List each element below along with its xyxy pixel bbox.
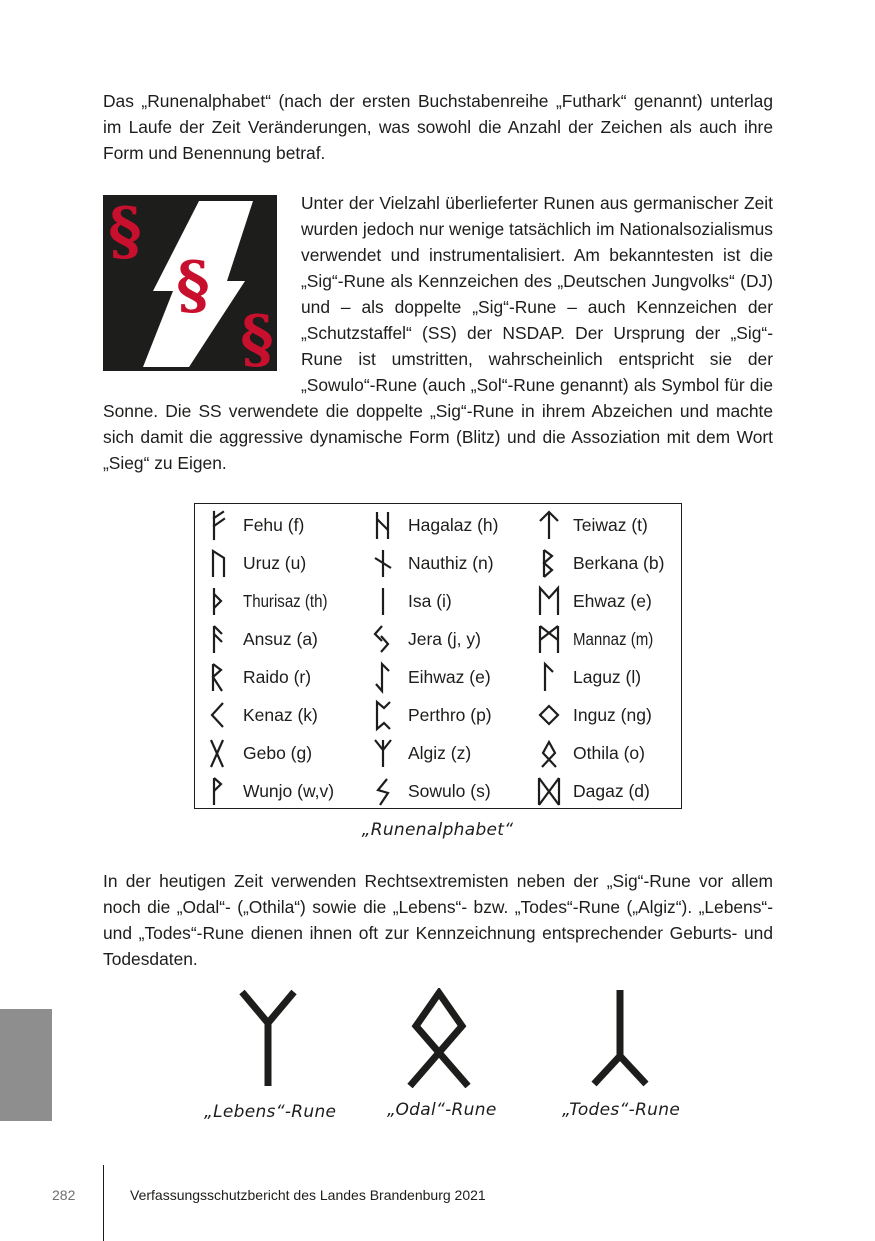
sig-rune-paragraph: [103, 190, 773, 476]
paragraph-symbol-bottom: §: [240, 302, 274, 371]
rune-entry-ehwaz: [535, 582, 652, 620]
hagalaz-rune-icon: [370, 508, 398, 542]
rune-entry-algiz: [370, 734, 471, 772]
rune-label: Kenaz (k): [243, 704, 318, 725]
ansuz-rune-icon: [205, 622, 233, 656]
rune-entry-laguz: [535, 658, 641, 696]
rune-entry-gebo: [205, 734, 312, 772]
jera-rune-icon: [370, 622, 398, 656]
report-title: Verfassungsschutzbericht des Landes Brandenburg 2021: [130, 1187, 486, 1203]
rune-entry-thurisaz: [205, 582, 341, 620]
rune-entry-teiwaz: [535, 506, 648, 544]
isa-rune-icon: [370, 584, 398, 618]
rune-label: Berkana (b): [573, 552, 665, 573]
rune-label: Mannaz (m): [573, 628, 654, 649]
rune-label: Teiwaz (t): [573, 514, 648, 535]
sowulo-rune-icon: [370, 774, 398, 808]
odal-rune-icon: [404, 988, 474, 1088]
rune-label: Hagalaz (h): [408, 514, 499, 535]
odal-rune-caption: „Odal“-Rune: [387, 1100, 497, 1120]
todes-rune-icon: [590, 988, 650, 1088]
page-number: 282: [52, 1187, 76, 1203]
rune-entry-mannaz: [535, 620, 666, 658]
rune-entry-othila: [535, 734, 645, 772]
rune-label: Wunjo (w,v): [243, 780, 335, 801]
rune-label: Gebo (g): [243, 742, 313, 763]
lebens-rune-icon: [238, 988, 298, 1088]
uruz-rune-icon: [205, 546, 233, 580]
modern-usage-paragraph: In der heutigen Zeit verwenden Rechtsextremisten neben der „Sig“-Rune vor allem noch die „Odal“- („Othila“) sowie die „Lebens“- bzw. „Todes“-Rune („Algiz“). „Lebens“- und „Todes“-Rune dienen ihnen oft zur Kennzeichnung entsprechender Geburts- und Todesdaten.: [103, 871, 773, 969]
rune-label: Dagaz (d): [573, 780, 650, 801]
rune-entry-dagaz: [535, 772, 650, 810]
rune-label: Othila (o): [573, 742, 645, 763]
rune-entry-wunjo: [205, 772, 334, 810]
wunjo-rune-icon: [205, 774, 233, 808]
rune-table-caption: „Runenalphabet“: [361, 820, 514, 840]
rune-label: Isa (i): [408, 590, 452, 611]
berkana-rune-icon: [535, 546, 563, 580]
rune-label: Raido (r): [243, 666, 312, 687]
todes-rune-caption: „Todes“-Rune: [562, 1100, 681, 1120]
inguz-rune-icon: [535, 698, 563, 732]
rune-entry-uruz: [205, 544, 306, 582]
laguz-rune-icon: [535, 660, 563, 694]
kenaz-rune-icon: [205, 698, 233, 732]
rune-entry-raido: [205, 658, 311, 696]
rune-label: Fehu (f): [243, 514, 305, 535]
algiz-rune-icon: [370, 736, 398, 770]
rune-label: Perthro (p): [408, 704, 492, 725]
rune-entry-hagalaz: [370, 506, 498, 544]
rune-label: Ansuz (a): [243, 628, 318, 649]
rune-label: Laguz (l): [573, 666, 642, 687]
rune-entry-perthro: [370, 696, 492, 734]
rune-entry-inguz: [535, 696, 652, 734]
paragraph-symbol-center: §: [176, 248, 210, 323]
paragraph-symbol-top: §: [108, 195, 142, 269]
rune-entry-kenaz: [205, 696, 318, 734]
thurisaz-rune-icon: [205, 584, 233, 618]
rune-label: Jera (j, y): [408, 628, 481, 649]
rune-label: Inguz (ng): [573, 704, 652, 725]
chapter-side-tab: [0, 1009, 52, 1121]
rune-entry-fehu: [205, 506, 304, 544]
rune-label: Sowulo (s): [408, 780, 491, 801]
nauthiz-rune-icon: [370, 546, 398, 580]
sig-rune-text: Unter der Vielzahl überlieferter Runen aus germanischer Zeit wurden jedoch nur wenige tatsächlich im Nationalsozialismus verwendet und instrumentalisiert. Am bekanntesten ist die „Sig“-Rune als Kennzeichen des „Deutschen Jungvolks“ (DJ) und – als doppelte „Sig“-Rune – auch Kennzeichen der „Schutzstaffel“ (SS) der NSDAP. Der Ursprung der „Sig“-Rune ist umstritten, wahrscheinlich entspricht sie der „Sowulo“-Rune (auch „Sol“-Rune genannt) als Symbol für die Sonne. Die SS verwendete die doppelte „Sig“-Rune in ihrem Abzeichen und machte sich damit die aggressive dynamische Form (Blitz) und die Assoziation mit dem Wort „Sieg“ zu Eigen.: [103, 193, 773, 473]
fehu-rune-icon: [205, 508, 233, 542]
rune-label: Uruz (u): [243, 552, 307, 573]
lebens-rune-caption: „Lebens“-Rune: [204, 1102, 337, 1122]
rune-label: Ehwaz (e): [573, 590, 652, 611]
rune-label: Algiz (z): [408, 742, 472, 763]
rune-label: Thurisaz (th): [243, 590, 328, 611]
rune-entry-eihwaz: [370, 658, 491, 696]
sig-rune-logo: [103, 195, 277, 371]
rune-entry-nauthiz: [370, 544, 494, 582]
perthro-rune-icon: [370, 698, 398, 732]
rune-alphabet-table: [194, 503, 682, 809]
othila-rune-icon: [535, 736, 563, 770]
rune-entry-jera: [370, 620, 481, 658]
footer-divider: [103, 1165, 104, 1241]
mannaz-rune-icon: [535, 622, 563, 656]
rune-entry-sowulo: [370, 772, 491, 810]
intro-paragraph: Das „Runenalphabet“ (nach der ersten Buchstabenreihe „Futhark“ genannt) unterlag im Laufe der Zeit Veränderungen, was sowohl die Anzahl der Zeichen als auch ihre Form und Benennung betraf.: [103, 91, 773, 163]
rune-label: Nauthiz (n): [408, 552, 494, 573]
dagaz-rune-icon: [535, 774, 563, 808]
rune-entry-berkana: [535, 544, 664, 582]
teiwaz-rune-icon: [535, 508, 563, 542]
rune-entry-isa: [370, 582, 452, 620]
gebo-rune-icon: [205, 736, 233, 770]
rune-label: Eihwaz (e): [408, 666, 491, 687]
ehwaz-rune-icon: [535, 584, 563, 618]
rune-entry-ansuz: [205, 620, 318, 658]
eihwaz-rune-icon: [370, 660, 398, 694]
raido-rune-icon: [205, 660, 233, 694]
